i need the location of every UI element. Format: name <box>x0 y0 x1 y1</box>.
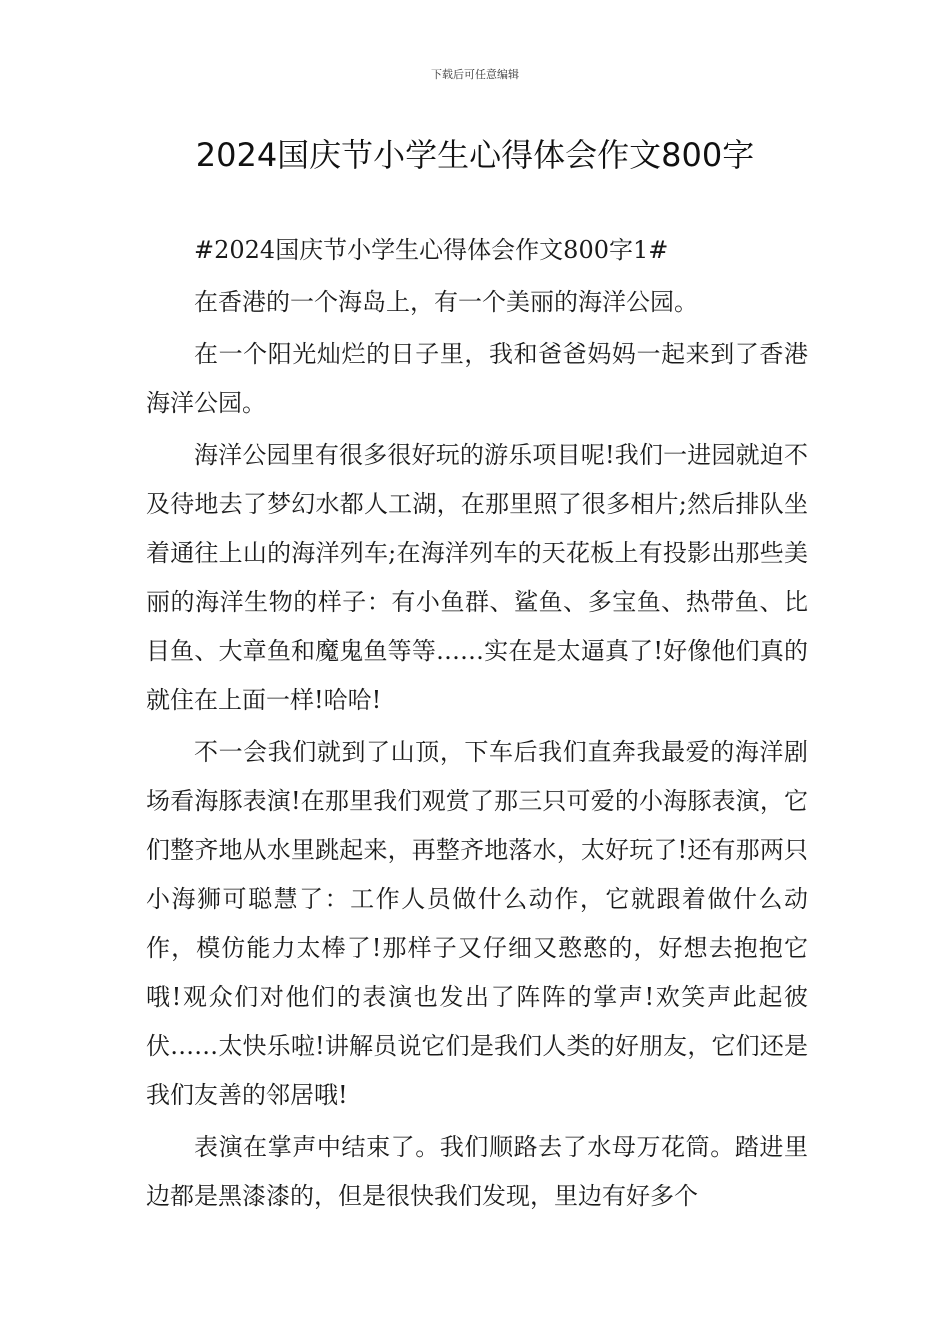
document-title: 2024国庆节小学生心得体会作文800字 <box>195 136 755 174</box>
paragraph: 不一会我们就到了山顶，下车后我们直奔我最爱的海洋剧场看海豚表演!在那里我们观赏了那三只可爱的小海豚表演，它们整齐地从水里跳起来，再整齐地落水，太好玩了!还有那两只小海狮可聪慧了：工作人员做什么动作，它就跟着做什么动作，模仿能力太棒了!那样子又仔细又憨憨的，好想去抱抱它哦!观众们对他们的表演也发出了阵阵的掌声!欢笑声此起彼伏……太快乐啦!讲解员说它们是我们人类的好朋友，它们还是我们友善的邻居哦! <box>146 738 808 1109</box>
paragraph: 在一个阳光灿烂的日子里，我和爸爸妈妈一起来到了香港海洋公园。 <box>146 340 808 417</box>
document-body <box>146 226 808 1224</box>
paragraph: 表演在掌声中结束了。我们顺路去了水母万花筒。踏进里边都是黑漆漆的，但是很快我们发现，里边有好多个 <box>146 1133 808 1210</box>
paragraph: 在香港的一个海岛上，有一个美丽的海洋公园。 <box>194 288 698 316</box>
header-note: 下载后可任意编辑 <box>431 68 519 81</box>
paragraph-section-heading: #2024国庆节小学生心得体会作文800字1# <box>194 236 669 264</box>
paragraph: 海洋公园里有很多很好玩的游乐项目呢!我们一进园就迫不及待地去了梦幻水都人工湖，在那里照了很多相片;然后排队坐着通往上山的海洋列车;在海洋列车的天花板上有投影出那些美丽的海洋生物的样子：有小鱼群、鲨鱼、多宝鱼、热带鱼、比目鱼、大章鱼和魔鬼鱼等等……实在是太逼真了!好像他们真的就住在上面一样!哈哈! <box>146 441 808 714</box>
